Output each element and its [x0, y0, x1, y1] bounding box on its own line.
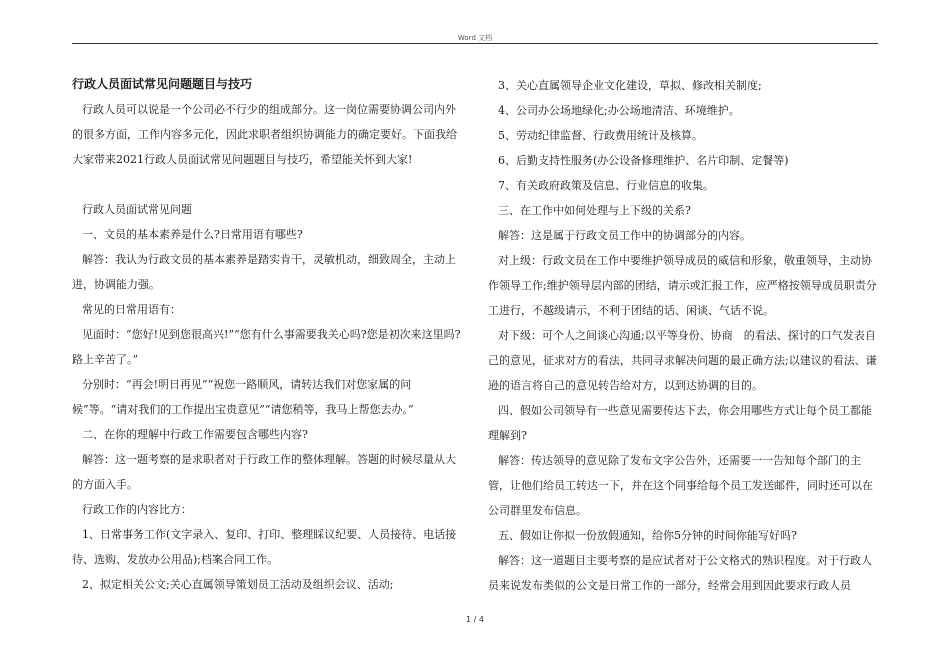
intro-paragraph: 行政人员可以说是一个公司必不行少的组成部分。这一岗位需要协调公司内外的很多方面，工作内容多元化，因此求职者组织协调能力的确定要好。下面我给大家带来2021行政人员面试常见问题题目与技巧，希望能关怀到大家!	[72, 103, 457, 166]
list-item: 2、拟定相关公文;关心直属领导策划员工活动及组织会议、活动;	[82, 578, 394, 591]
paragraph: 行政工作的内容比方：	[82, 503, 192, 516]
list-item: 6、后勤支持性服务(办公设备修理维护、名片印制、定餐等)	[498, 154, 789, 167]
question-5: 五、假如让你拟一份放假通知，给你5分钟的时间你能写好吗?	[498, 529, 797, 542]
page-number: 1 / 4	[466, 615, 484, 624]
paragraph: 见面时：“您好!见到您很高兴!”“您有什么事需要我关心吗?您是初次来这里吗?路上辛苦了。”	[72, 328, 461, 366]
paragraph: 对上级：行政文员在工作中要维护领导成员的威信和形象，敬重领导，主动协作领导工作;维护领导层内部的团结，请示或汇报工作，应严格按领导成员职责分工进行，不越级请示，不利于团结的话、闲谈、气话不说。	[488, 254, 877, 317]
list-item: 4、公司办公场地绿化;办公场地清洁、环境维护。	[498, 104, 740, 117]
answer-3: 解答：这是属于行政文员工作中的协调部分的内容。	[498, 229, 751, 242]
section-heading: 行政人员面试常见问题	[82, 203, 192, 216]
list-item: 7、有关政府政策及信息、行业信息的收集。	[498, 179, 714, 192]
question-2: 二、在你的理解中行政工作需要包含哪些内容?	[82, 428, 308, 441]
list-item: 3、关心直属领导企业文化建设，草拟、修改相关制度;	[498, 79, 762, 92]
paragraph: 对下级：可个人之间谈心沟通;以平等身份、协商 的看法、探讨的口气发表自己的意见，征求对方的看法，共同寻求解决问题的最正确方法;以建议的看法、谦逊的语言将自己的意见转告给对方，以到达协调的目的。	[488, 329, 877, 392]
question-3: 三、在工作中如何处理与上下级的关系?	[498, 204, 691, 217]
header-divider	[72, 43, 878, 44]
document-title: 行政人员面试常见问题题目与技巧	[72, 77, 253, 91]
paragraph: 常见的日常用语有：	[82, 303, 181, 316]
question-4: 四、假如公司领导有一些意见需要传达下去，你会用哪些方式让每个员工都能理解到?	[488, 404, 872, 442]
list-item: 1、日常事务工作(文字录入、复印、打印、整理睬议纪要、人员接待、电话接待、选购、发放办公用品);档案合同工作。	[72, 528, 457, 566]
right-column	[488, 73, 878, 598]
answer-4: 解答：传达领导的意见除了发布文字公告外，还需要一一告知每个部门的主管，让他们给员工转达一下，并在这个同事给每个员工发送邮件，同时还可以在公司群里发布信息。	[488, 454, 873, 517]
question-1: 一、文员的基本素养是什么?日常用语有哪些?	[82, 228, 303, 241]
answer-1: 解答：我认为行政文员的基本素养是踏实肯干，灵敏机动，细致周全，主动上进，协调能力强。	[72, 253, 456, 291]
paragraph-spacer	[72, 172, 462, 197]
answer-5: 解答：这一道题目主要考察的是应试者对于公文格式的熟识程度。对于行政人员来说发布类似的公文是日常工作的一部分，经常会用到因此要求行政人员	[488, 554, 872, 592]
left-column	[72, 73, 462, 597]
answer-2: 解答：这一题考察的是求职者对于行政工作的整体理解。答题的时候尽量从大的方面入手。	[72, 453, 456, 491]
list-item: 5、劳动纪律监督、行政费用统计及核算。	[498, 129, 703, 142]
header-label: Word 文档	[457, 34, 493, 42]
paragraph: 分别时：“再会!明日再见”“祝您一路顺风，请转达我们对您家属的问候”等。“请对我们的工作提出宝贵意见”“请您稍等，我马上帮您去办。”	[72, 378, 414, 416]
